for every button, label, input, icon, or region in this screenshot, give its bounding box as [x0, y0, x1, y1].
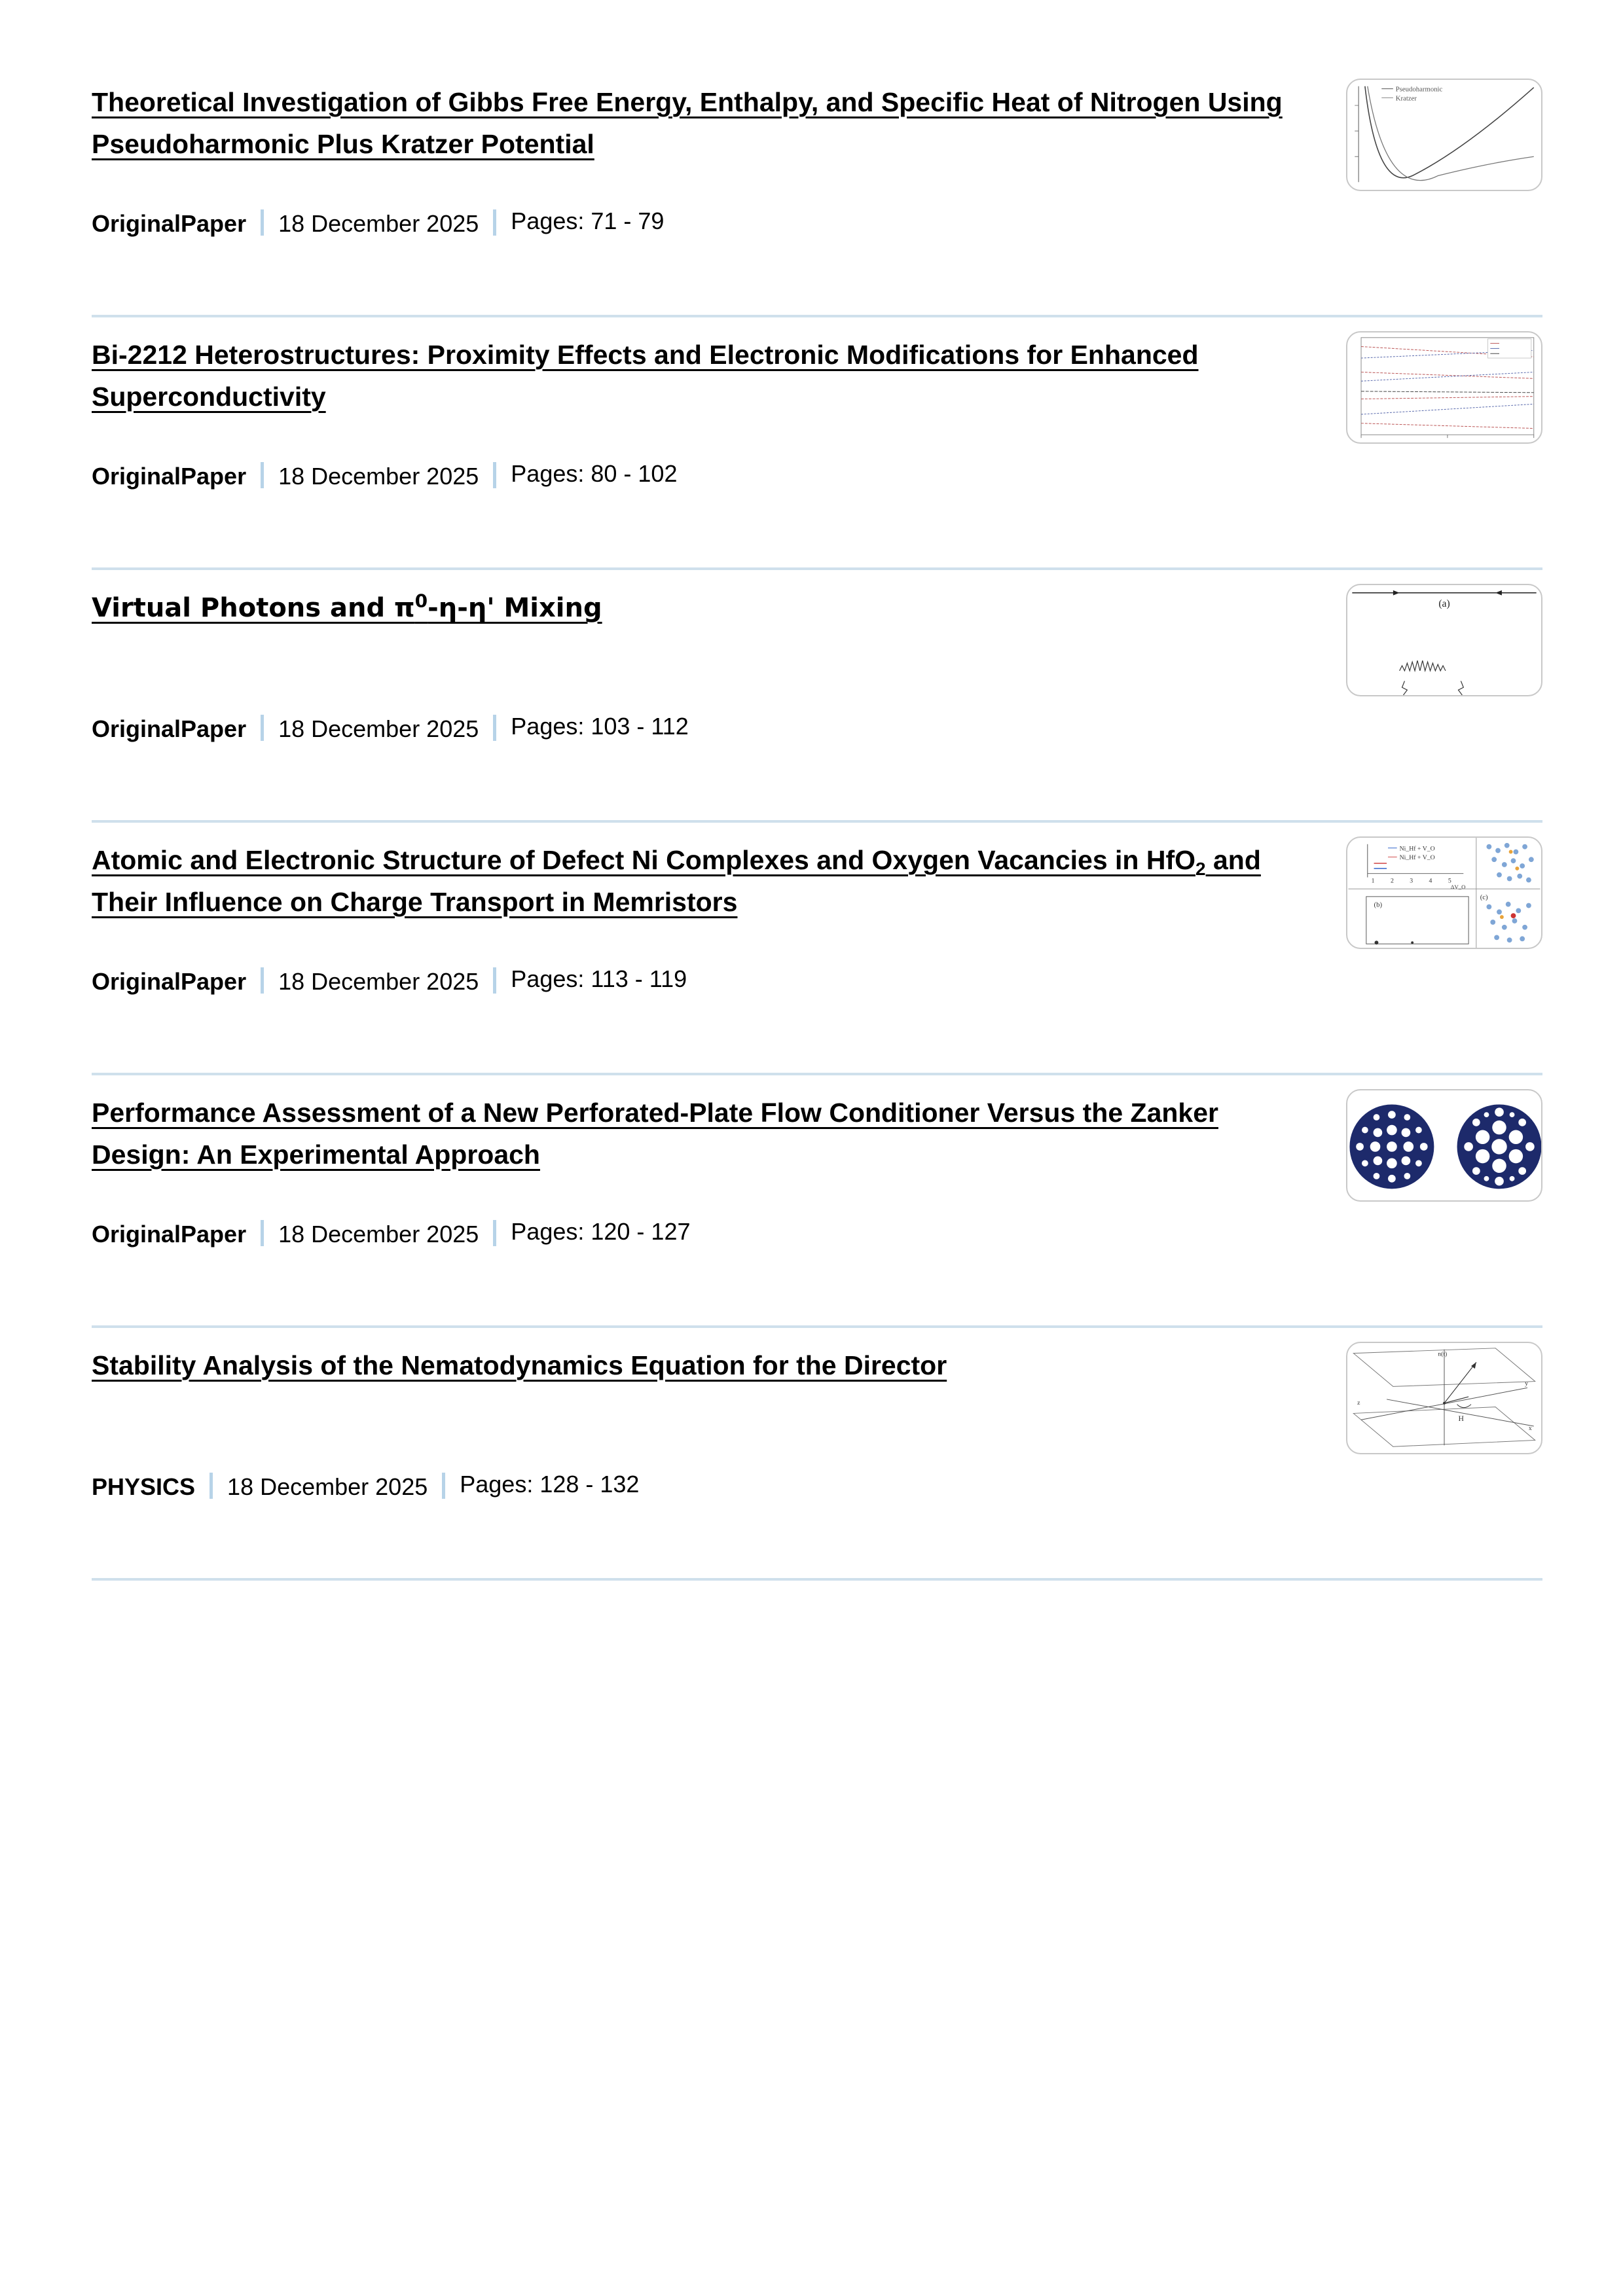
meta-separator: [493, 462, 496, 488]
diagram-label: x: [1528, 1424, 1532, 1432]
publish-date: 18 December 2025: [278, 210, 479, 237]
meta-separator: [493, 209, 496, 236]
article-meta: [92, 462, 677, 491]
panel-label: (a): [1438, 598, 1450, 610]
content-type: OriginalPaper: [92, 210, 247, 237]
meta-separator: [493, 715, 496, 741]
legend-label: Kratzer: [1395, 94, 1417, 103]
page-range: Pages: 71 - 79: [511, 207, 665, 234]
article-meta: [92, 715, 689, 744]
article-meta: [92, 209, 664, 238]
meta-separator: [493, 967, 496, 994]
content-type: OriginalPaper: [92, 463, 247, 490]
article-title: [92, 586, 1296, 629]
article-title-link[interactable]: [92, 590, 602, 623]
title-text: Virtual Photons and π: [92, 593, 415, 623]
article-item: [92, 571, 1542, 823]
article-title: [92, 334, 1296, 418]
article-thumbnail[interactable]: [1346, 584, 1542, 696]
page-range: Pages: 80 - 102: [511, 460, 678, 487]
meta-separator: [261, 462, 264, 488]
meta-separator: [261, 967, 264, 994]
title-text: Atomic and Electronic Structure of Defect Ni Complexes and Oxygen Vacancies in HfO: [92, 845, 1196, 875]
article-thumbnail[interactable]: [1346, 1342, 1542, 1454]
page-range: Pages: 103 - 112: [511, 713, 689, 740]
article-title-link[interactable]: [92, 845, 1261, 917]
meta-separator: [261, 715, 264, 741]
article-thumbnail[interactable]: [1346, 79, 1542, 191]
thumbnail-feynman-diagram-image: [1347, 585, 1541, 695]
article-meta: [92, 1220, 690, 1249]
title-text: -η-η' Mixing: [428, 593, 602, 623]
thumbnail-graph-image: [1347, 80, 1541, 190]
article-title-link[interactable]: Bi-2212 Heterostructures: Proximity Effects and Electronic Modifications for Enhanced Superconductivity: [92, 340, 1199, 412]
article-title-link[interactable]: Performance Assessment of a New Perforated-Plate Flow Conditioner Versus the Zanker Design: An Experimental Approach: [92, 1098, 1218, 1170]
diagram-label: H: [1458, 1414, 1464, 1424]
article-item: [92, 823, 1542, 1075]
article-item: [92, 1329, 1542, 1581]
article-thumbnail[interactable]: [1346, 1089, 1542, 1202]
tick-label: 2: [1390, 877, 1394, 885]
article-title-link[interactable]: Stability Analysis of the Nematodynamics Equation for the Director: [92, 1350, 947, 1380]
article-list: [92, 65, 1542, 1581]
page-range: Pages: 128 - 132: [460, 1471, 640, 1498]
diagram-label: n(t): [1438, 1350, 1448, 1358]
article-title: [92, 1344, 1296, 1386]
content-type: OriginalPaper: [92, 715, 247, 742]
panel-label: (c): [1480, 893, 1488, 901]
article-item: [92, 65, 1542, 317]
diagram-label: y: [1525, 1380, 1528, 1388]
thumbnail-line-plot-image: [1347, 332, 1541, 442]
tick-label: 5: [1448, 877, 1451, 885]
title-text: and Their Influence on Charge Transport in Memristors: [92, 845, 1261, 917]
thumbnail-structure-image: [1347, 838, 1541, 948]
title-subscript: 2: [1195, 859, 1206, 880]
page-range: Pages: 120 - 127: [511, 1218, 691, 1245]
legend-label: Pseudoharmonic: [1395, 85, 1443, 94]
legend-label: Ni_Hf + V_O: [1399, 845, 1435, 853]
article-meta: [92, 1473, 639, 1501]
publish-date: 18 December 2025: [227, 1473, 428, 1500]
meta-separator: [261, 209, 264, 236]
publish-date: 18 December 2025: [278, 715, 479, 742]
publish-date: 18 December 2025: [278, 1221, 479, 1247]
article-thumbnail[interactable]: [1346, 836, 1542, 949]
article-title: [92, 81, 1296, 165]
content-type: OriginalPaper: [92, 1221, 247, 1247]
publish-date: 18 December 2025: [278, 968, 479, 995]
article-item: [92, 318, 1542, 570]
content-type: PHYSICS: [92, 1473, 196, 1500]
diagram-label: z: [1357, 1399, 1360, 1407]
meta-separator: [210, 1473, 213, 1499]
article-thumbnail[interactable]: [1346, 331, 1542, 444]
thumbnail-geometry-diagram-image: [1347, 1343, 1541, 1453]
article-title: [92, 839, 1296, 923]
meta-separator: [493, 1220, 496, 1246]
article-title-link[interactable]: Theoretical Investigation of Gibbs Free Energy, Enthalpy, and Specific Heat of Nitrogen Using Pseudoharmonic Plus Kratzer Potential: [92, 87, 1283, 159]
meta-separator: [261, 1220, 264, 1246]
article-item: [92, 1076, 1542, 1328]
tick-label: 4: [1429, 877, 1432, 885]
page-range: Pages: 113 - 119: [511, 965, 687, 992]
thumbnail-perforated-plate-image: [1347, 1090, 1541, 1200]
axis-label: ΔV_O: [1450, 884, 1466, 891]
panel-label: (b): [1374, 901, 1383, 909]
article-title: [92, 1092, 1296, 1175]
content-type: OriginalPaper: [92, 968, 247, 995]
publish-date: 18 December 2025: [278, 463, 479, 490]
title-superscript: 0: [414, 590, 428, 612]
article-meta: [92, 967, 687, 996]
legend-label: Ni_Hf + V_O: [1399, 854, 1435, 862]
tick-label: 1: [1371, 877, 1375, 885]
tick-label: 3: [1410, 877, 1413, 885]
meta-separator: [442, 1473, 445, 1499]
